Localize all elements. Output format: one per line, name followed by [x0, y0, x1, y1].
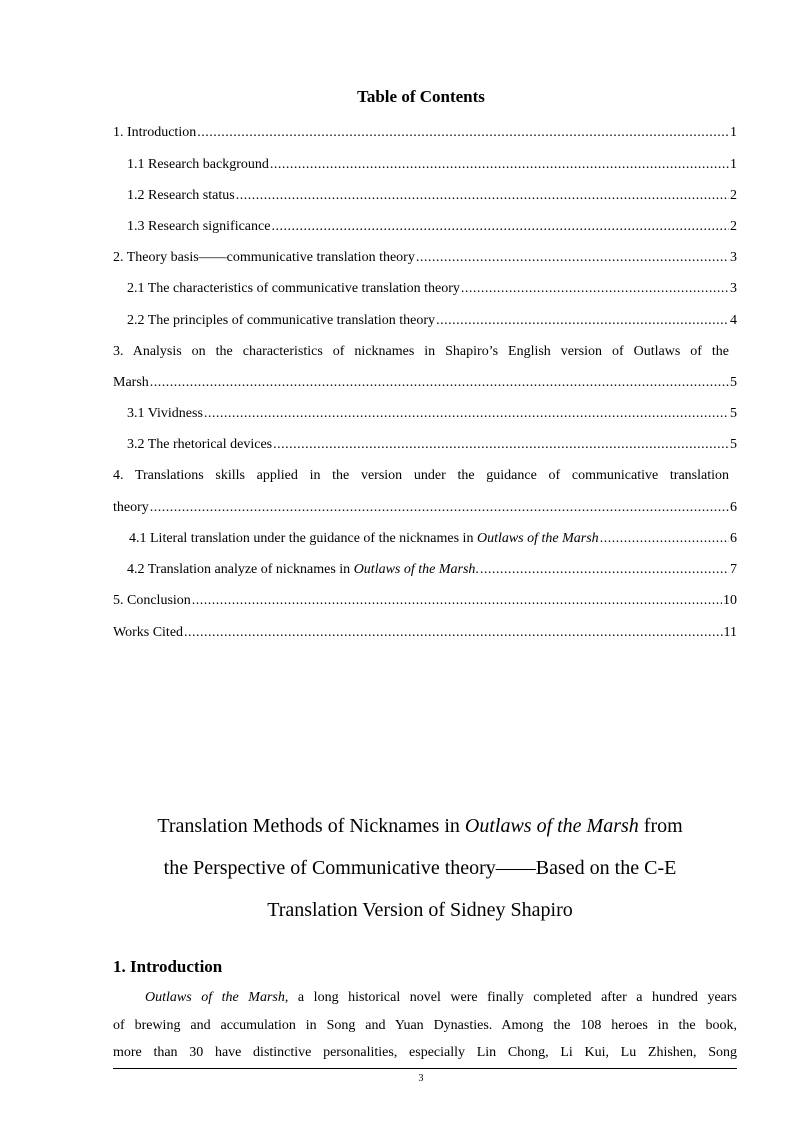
toc-entry-label: 2.2 The principles of communicative translation theory: [127, 313, 436, 328]
toc-entry-translation-analyze[interactable]: [127, 560, 737, 580]
toc-entry-theory-basis[interactable]: [113, 248, 737, 268]
toc-leader-dots: [480, 560, 729, 580]
toc-leader-dots: [416, 248, 729, 268]
toc-entry-page: 3: [730, 250, 737, 265]
toc-entry-label: 5. Conclusion: [113, 593, 191, 608]
toc-entry-page: 5: [730, 375, 737, 390]
toc-entry-label: Marsh: [113, 375, 149, 390]
toc-entry-page: 7: [730, 562, 737, 577]
toc-title: Table of Contents: [357, 87, 485, 106]
toc-leader-dots: [436, 311, 729, 331]
toc-leader-dots: [273, 435, 729, 455]
toc-leader-dots: [236, 186, 729, 206]
toc-entry-page: 5: [730, 406, 737, 421]
toc-entry-label: 3.2 The rhetorical devices: [127, 437, 273, 452]
toc-entry-research-background[interactable]: [127, 155, 737, 175]
toc-leader-dots: [461, 279, 729, 299]
toc-entry-label: 1. Introduction: [113, 125, 197, 140]
toc-entry-analysis[interactable]: [113, 373, 737, 393]
toc-leader-dots: [271, 217, 729, 237]
book-title-italic: Outlaws of the Marsh: [145, 990, 285, 1005]
thesis-title-line2: the Perspective of Communicative theory——Based on the C-E: [163, 857, 677, 879]
toc-entry-page: 1: [730, 125, 737, 140]
toc-entry-page: 2: [730, 188, 737, 203]
toc-leader-dots: [204, 404, 729, 424]
toc-entry-principles-theory[interactable]: [127, 311, 737, 331]
toc-entry-vividness[interactable]: [127, 404, 737, 424]
footer-divider: [113, 1068, 737, 1069]
toc-entry-label: Works Cited: [113, 625, 184, 640]
toc-leader-dots: [184, 623, 722, 643]
toc-entry-characteristics-theory[interactable]: [127, 279, 737, 299]
toc-leader-dots: [600, 529, 729, 549]
toc-leader-dots: [270, 155, 729, 175]
toc-entry-works-cited[interactable]: [113, 623, 737, 643]
toc-entry-page: 3: [730, 281, 737, 296]
toc-entry-conclusion[interactable]: [113, 591, 737, 611]
toc-entry-literal-translation[interactable]: [129, 529, 737, 549]
toc-entry-rhetorical-devices[interactable]: [127, 435, 737, 455]
book-title-italic: Outlaws of the Marsh: [353, 562, 476, 577]
toc-entry-page: 5: [730, 437, 737, 452]
toc-entry-label: 1.3 Research significance: [127, 219, 271, 234]
body-text-line: Outlaws of the Marsh, a long historical novel were finally completed after a hundred years: [145, 990, 737, 1005]
toc-entry-label: 4.2 Translation analyze of nicknames in Outlaws of the Marsh.: [127, 562, 479, 577]
toc-entry-page: 10: [723, 593, 737, 608]
thesis-title-line3: Translation Version of Sidney Shapiro: [267, 899, 573, 921]
toc-entry-translation-skills-line1[interactable]: 4. Translations skills applied in the version under the guidance of communicative translation: [113, 468, 729, 483]
toc-entry-label: 4.1 Literal translation under the guidance of the nicknames in Outlaws of the Marsh: [129, 531, 599, 546]
book-title-italic: Outlaws of the Marsh: [476, 531, 599, 546]
toc-entry-page: 2: [730, 219, 737, 234]
toc-entry-page: 4: [730, 313, 737, 328]
body-text-line: of brewing and accumulation in Song and Yuan Dynasties. Among the 108 heroes in the book,: [113, 1018, 737, 1033]
toc-entry-research-status[interactable]: [127, 186, 737, 206]
toc-entry-analysis-line1[interactable]: 3. Analysis on the characteristics of nicknames in Shapiro’s English version of Outlaws of the: [113, 344, 729, 359]
toc-entry-page: 1: [730, 157, 737, 172]
body-text-line: more than 30 have distinctive personalities, especially Lin Chong, Li Kui, Lu Zhishen, Song: [113, 1045, 737, 1060]
toc-entry-label: theory: [113, 500, 149, 515]
toc-entry-translation-skills[interactable]: [113, 498, 737, 518]
thesis-title-line1: Translation Methods of Nicknames in Outlaws of the Marsh from: [157, 815, 683, 837]
toc-entry-page: 6: [730, 500, 737, 515]
toc-entry-label: 1.2 Research status: [127, 188, 235, 203]
book-title-italic: Outlaws of the Marsh: [464, 815, 639, 837]
toc-leader-dots: [192, 591, 722, 611]
toc-entry-label: 2. Theory basis——communicative translation theory: [113, 250, 415, 265]
toc-leader-dots: [197, 123, 729, 143]
toc-entry-label: 3.1 Vividness: [127, 406, 203, 421]
toc-leader-dots: [150, 498, 729, 518]
toc-entry-introduction[interactable]: [113, 123, 737, 143]
page-number: 3: [418, 1073, 424, 1084]
toc-entry-page: 11: [723, 625, 737, 640]
toc-leader-dots: [150, 373, 729, 393]
toc-entry-page: 6: [730, 531, 737, 546]
toc-entry-label: 2.1 The characteristics of communicative translation theory: [127, 281, 460, 296]
section-heading-introduction: 1. Introduction: [113, 957, 223, 976]
toc-entry-label: 1.1 Research background: [127, 157, 269, 172]
toc-entry-research-significance[interactable]: [127, 217, 737, 237]
